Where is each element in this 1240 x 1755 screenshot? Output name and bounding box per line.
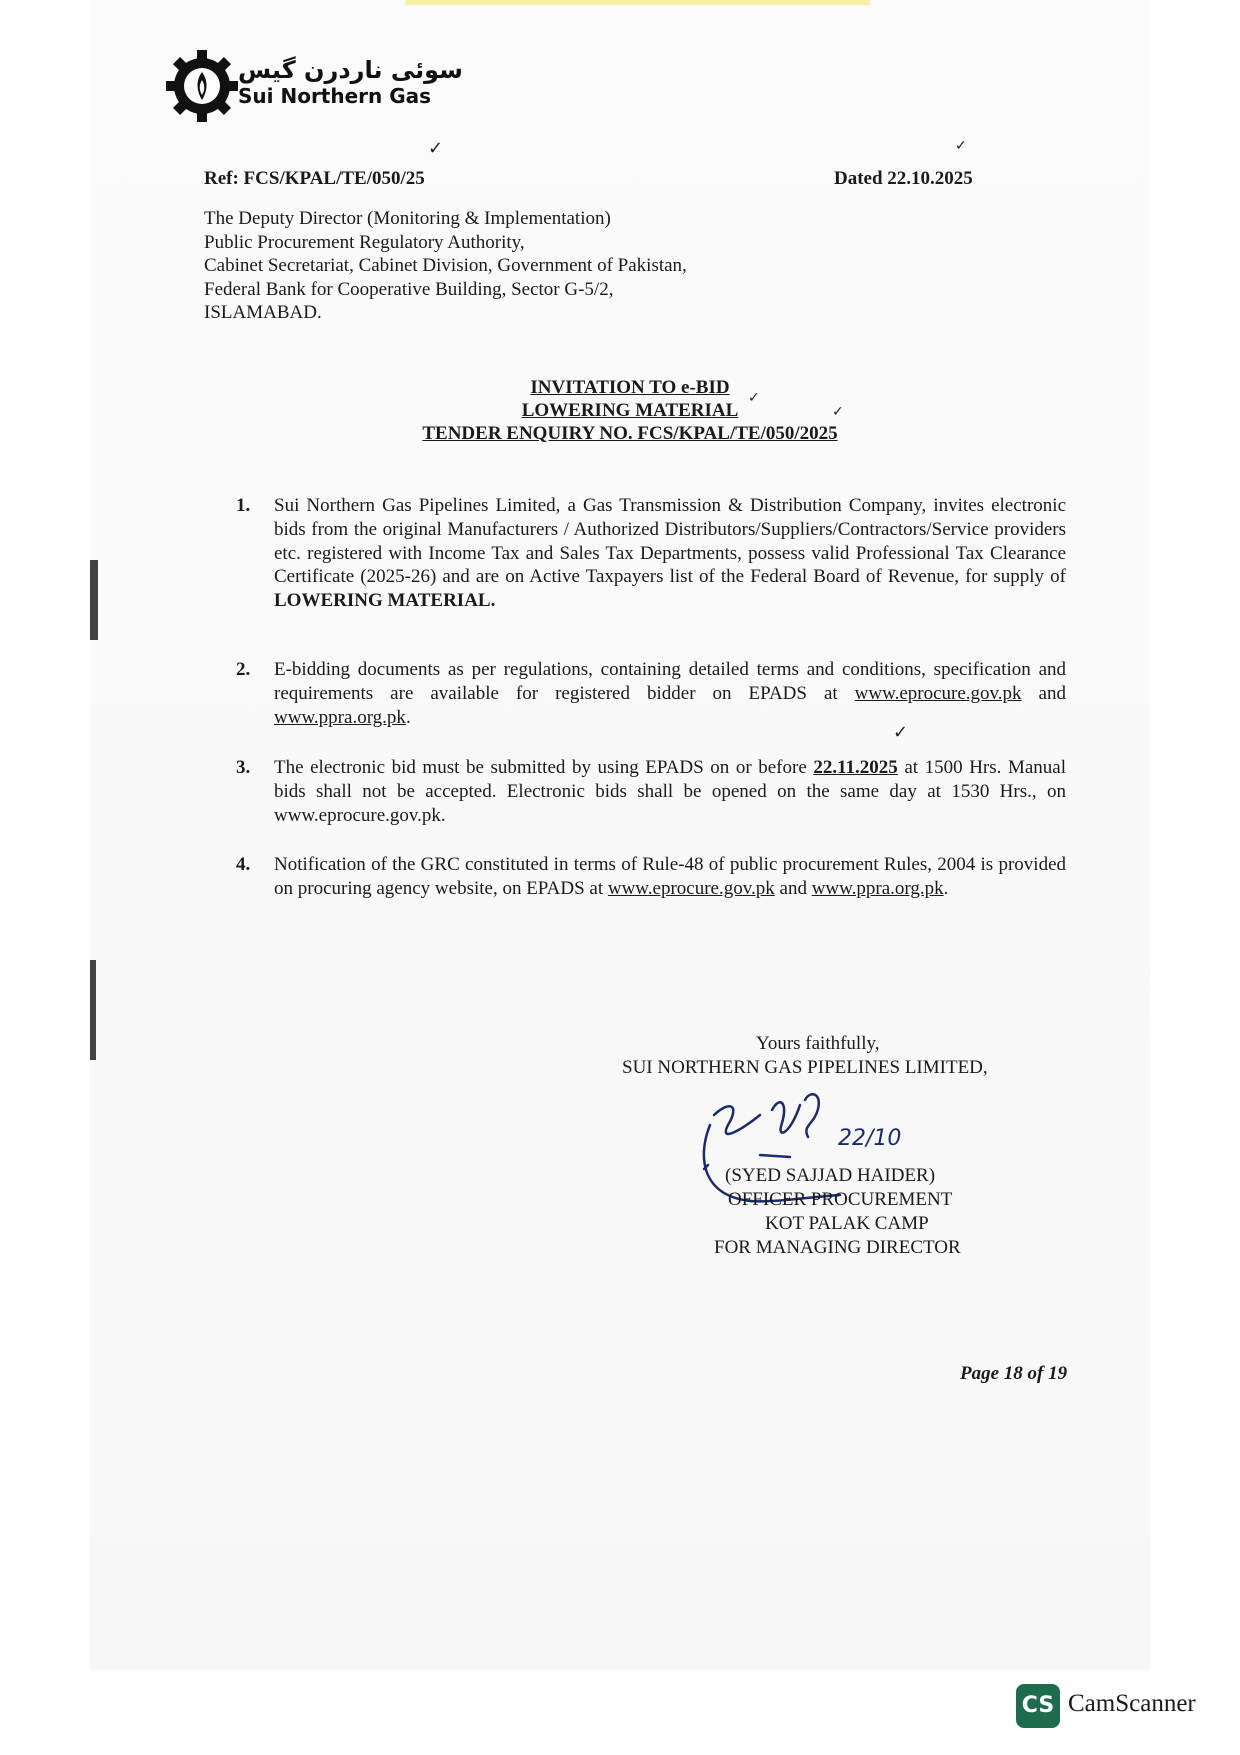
scan-shadow-left-2 [90, 960, 96, 1060]
subject-heading [380, 376, 880, 445]
paragraph-number: 2. [236, 659, 251, 680]
scan-shadow-left-1 [90, 560, 98, 640]
paragraph-body: . [405, 706, 411, 728]
paragraph-text [274, 658, 1066, 729]
paragraph-number: 1. [236, 495, 251, 516]
paragraph-number: 4. [236, 854, 251, 875]
letter-date: Dated 22.10.2025 [834, 168, 973, 189]
paragraph-body: at 1500 Hrs. Manual bids shall not be accepted. Electronic bids shall be opened on the same day at 1530 Hrs., on www.eprocure.gov.pk. [274, 757, 1066, 826]
heading-line: INVITATION TO e-BID [530, 377, 730, 398]
signatory-block [560, 1164, 1060, 1260]
tick-mark: ✓ [748, 390, 760, 406]
signatory-for: FOR MANAGING DIRECTOR [714, 1237, 961, 1258]
deadline-date: 22.11.2025 [813, 757, 898, 778]
address-line: Cabinet Secretariat, Cabinet Division, Government of Pakistan, [204, 255, 687, 276]
closing-company: SUI NORTHERN GAS PIPELINES LIMITED, [622, 1057, 988, 1078]
tick-mark: ✓ [832, 404, 844, 420]
address-line: Federal Bank for Cooperative Building, Sector G-5/2, [204, 278, 614, 300]
item-name: LOWERING MATERIAL. [274, 590, 496, 612]
paragraph-body: . [943, 877, 949, 899]
paragraph-body: Sui Northern Gas Pipelines Limited, a Gas Transmission & Distribution Company, invites electronic bids from the original Manufacturers / Authorized Distributors/Suppliers/Contractors/Service providers etc. registered with Income Tax and Sales Tax Departments, possess valid Professional Tax Clearance Certificate (2025-26) and are on Active Taxpayers list of the Federal Board of Revenue, for supply of [274, 495, 1066, 588]
scan-edge-strip [405, 0, 870, 5]
tick-mark: ✓ [955, 138, 967, 154]
signature-date: 22/10 [838, 1126, 902, 1151]
company-logo-icon [162, 46, 242, 126]
paragraph-body: E-bidding documents as per regulations, containing detailed terms and conditions, specification and requirements are available for registered bidder on EPADS at [274, 659, 1066, 704]
camscanner-name: CamScanner [1068, 1690, 1196, 1717]
paragraph-4 [236, 853, 1066, 933]
tick-mark: ✓ [428, 138, 444, 159]
signatory-name: (SYED SAJJAD HAIDER) [725, 1165, 936, 1186]
paragraph-body: Notification of the GRC constituted in terms of Rule-48 of public procurement Rules, 2004 is provided on procuring agency website, on EPADS at [274, 854, 1066, 899]
paragraph-body: and [774, 877, 812, 899]
heading-line: LOWERING MATERIAL [521, 400, 739, 421]
address-line: ISLAMABAD. [204, 302, 322, 323]
paragraph-text [274, 853, 1066, 901]
signatory-title: OFFICER PROCUREMENT [728, 1189, 953, 1210]
reference-number: Ref: FCS/KPAL/TE/050/25 [204, 168, 425, 189]
paragraph-2 [236, 658, 1066, 738]
heading-line: TENDER ENQUIRY NO. FCS/KPAL/TE/050/2025 [422, 423, 838, 444]
paragraph-body: and [1021, 682, 1066, 704]
paragraph-text [274, 756, 1066, 827]
eprocure-link[interactable]: www.eprocure.gov.pk [607, 877, 775, 899]
closing-salutation: Yours faithfully, [756, 1033, 880, 1054]
paragraph-number: 3. [236, 757, 251, 778]
camscanner-logo: CS [1016, 1684, 1060, 1728]
eprocure-link[interactable]: www.eprocure.gov.pk [854, 682, 1022, 704]
paragraph-3 [236, 756, 1066, 836]
ppra-link[interactable]: www.ppra.org.pk [274, 706, 406, 728]
ppra-link[interactable]: www.ppra.org.pk [811, 877, 944, 899]
closing-block [560, 1032, 1060, 1080]
paragraph-body: The electronic bid must be submitted by using EPADS on or before [274, 757, 814, 778]
address-line: Public Procurement Regulatory Authority, [204, 231, 525, 253]
page-number: Page 18 of 19 [960, 1363, 1068, 1384]
paragraph-text [274, 494, 1066, 613]
company-name-urdu: سوئی ناردرن گیس [238, 56, 463, 84]
recipient-address [204, 207, 687, 325]
address-line: The Deputy Director (Monitoring & Implementation) [204, 208, 611, 229]
paragraph-1 [236, 494, 1066, 644]
company-name: Sui Northern Gas [238, 84, 432, 108]
tick-mark: ✓ [893, 722, 909, 743]
signatory-location: KOT PALAK CAMP [765, 1213, 929, 1234]
